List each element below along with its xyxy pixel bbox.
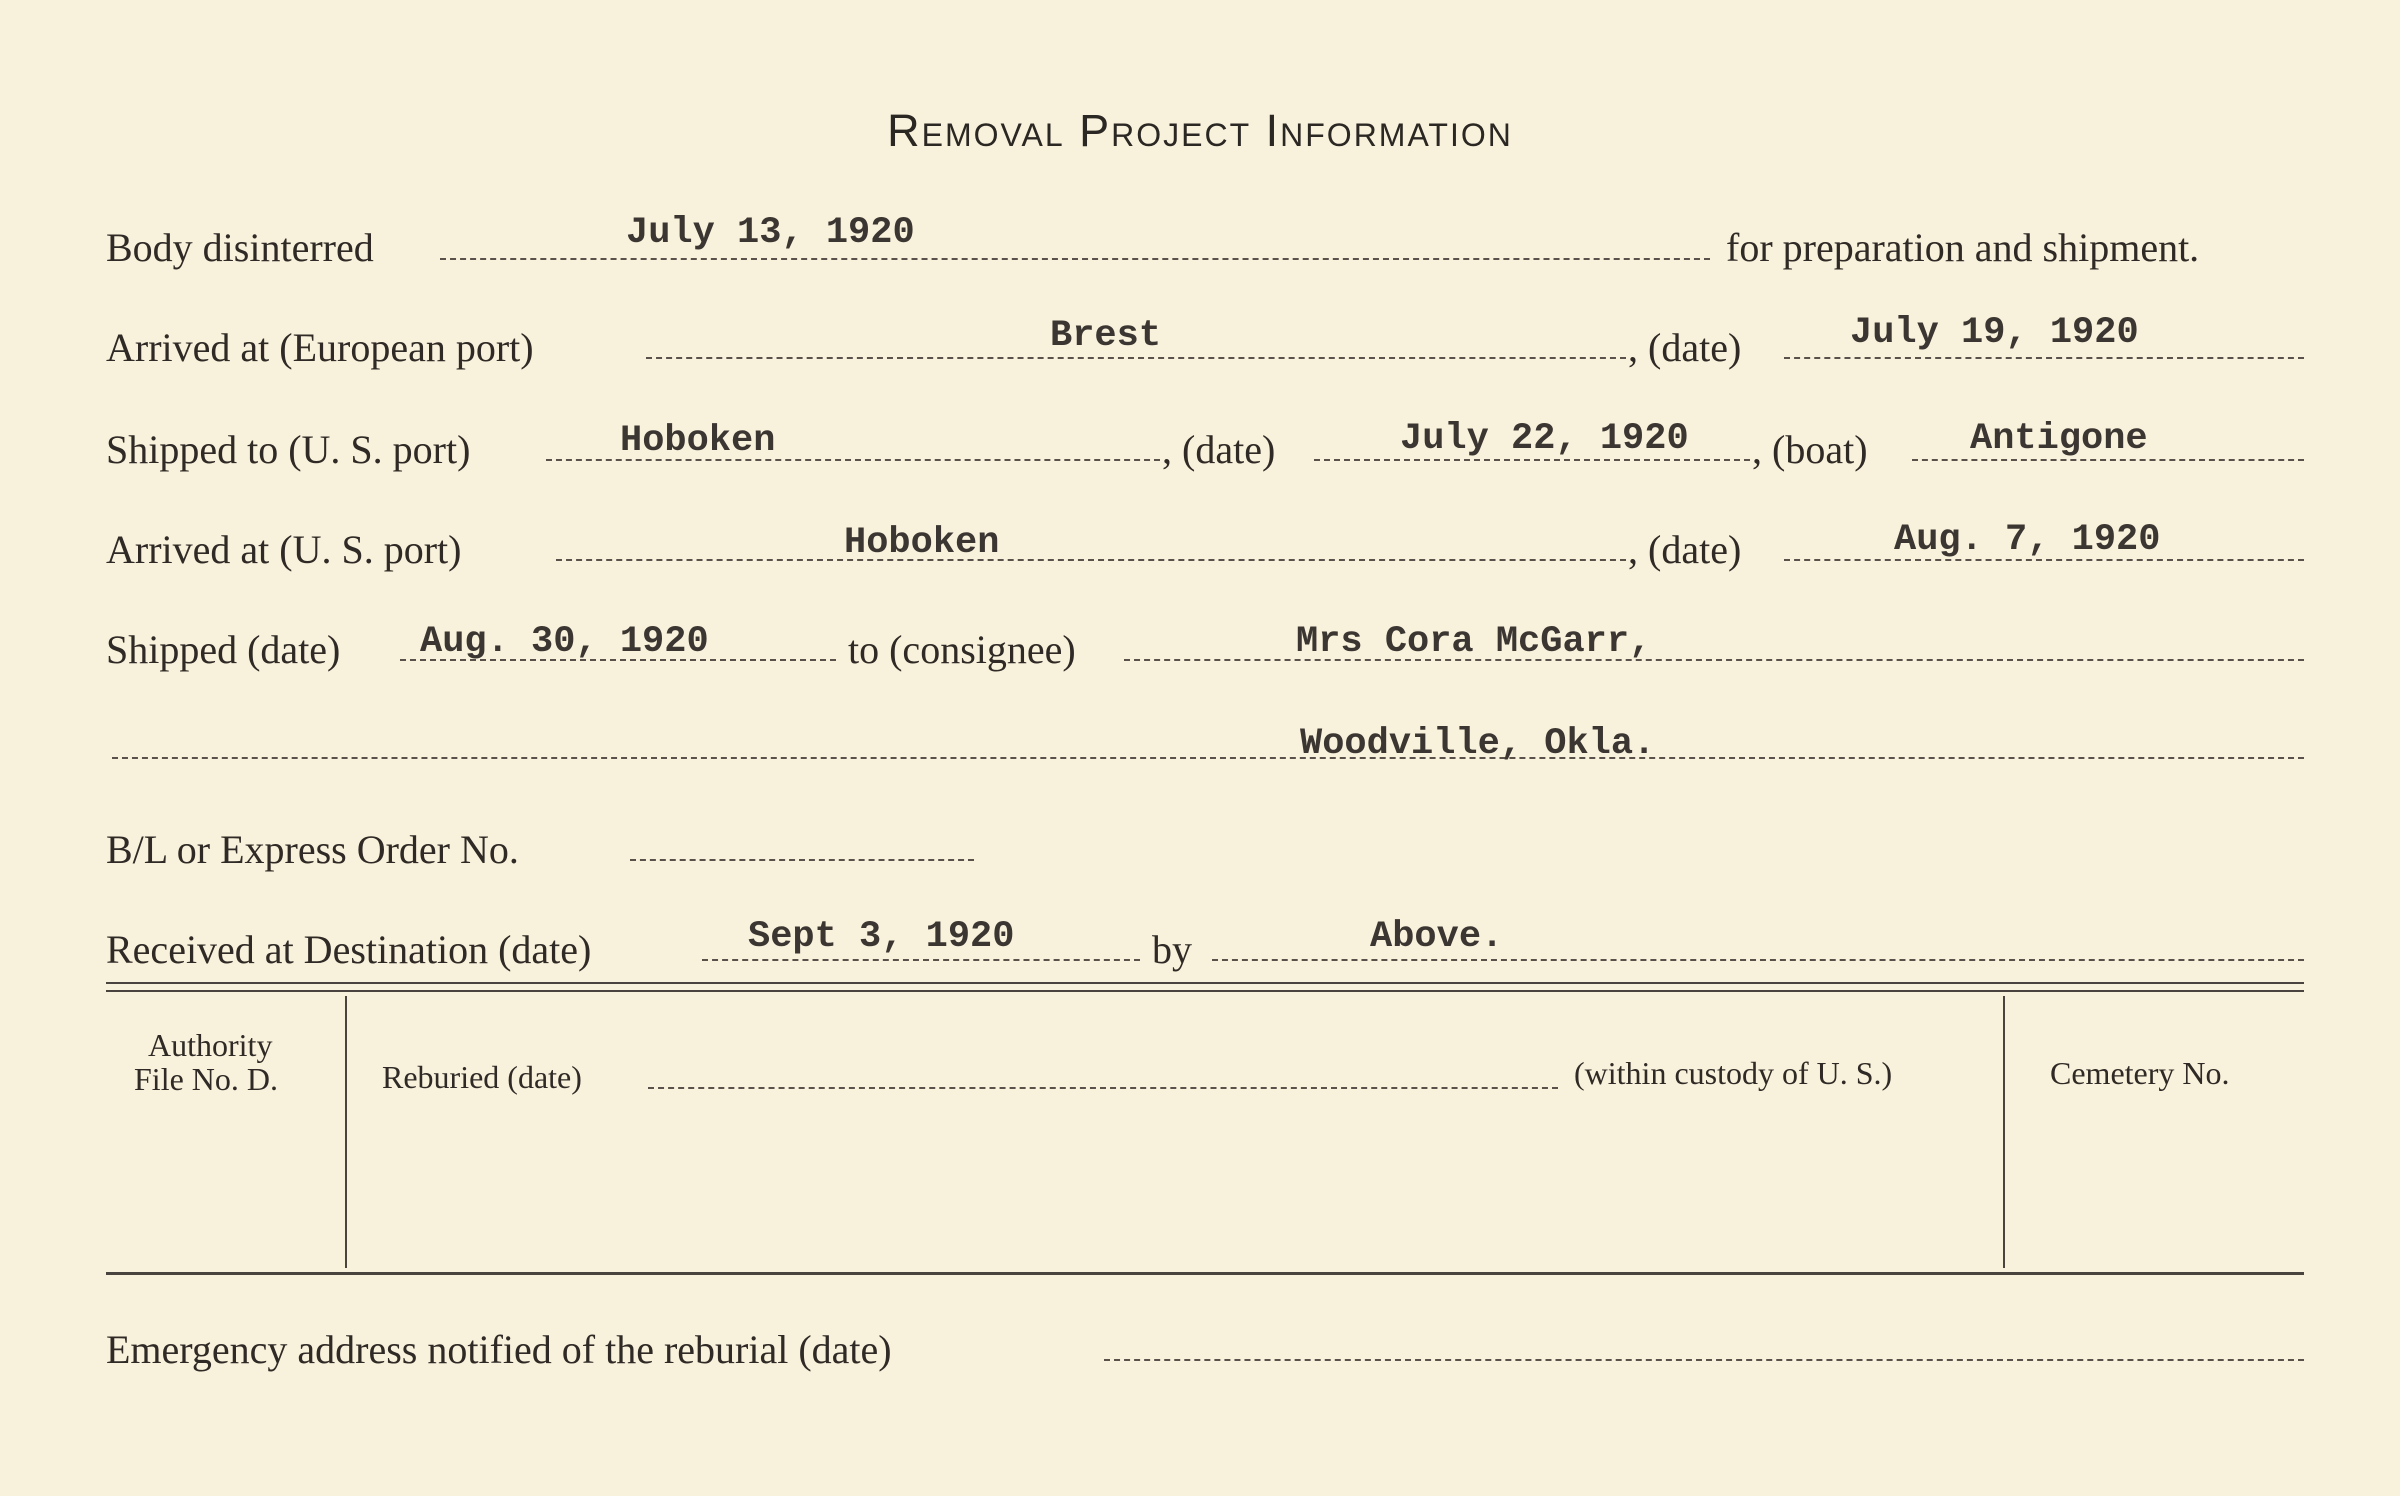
us-port-arrived-label: Arrived at (U. S. port) (106, 527, 462, 572)
custody-label: (within custody of U. S.) (1574, 1055, 1893, 1091)
received-destination-line (702, 959, 1140, 961)
box-divider-right (2003, 996, 2005, 1268)
consignee-label: to (consignee) (848, 627, 1076, 672)
us-port-arrived-date-value: Aug. 7, 1920 (1894, 519, 2161, 561)
consignee-address-value: Woodville, Okla. (1300, 723, 1656, 765)
shipped-date-label: Shipped (date) (106, 627, 341, 672)
box-divider-left (345, 996, 347, 1268)
preparation-shipment-label: for preparation and shipment. (1726, 225, 2200, 270)
express-order-line (630, 859, 974, 861)
european-port-date-value: July 19, 1920 (1850, 312, 2139, 354)
reburied-label: Reburied (date) (382, 1059, 582, 1095)
consignee-address-line (112, 757, 2304, 759)
us-port-arrived-value: Hoboken (844, 522, 1000, 564)
european-port-date-label: , (date) (1628, 325, 1742, 370)
body-disinterred-label: Body disinterred (106, 225, 374, 270)
us-port-shipped-value: Hoboken (620, 420, 776, 462)
received-destination-value: Sept 3, 1920 (748, 916, 1015, 958)
european-port-date-line (1784, 357, 2304, 359)
boat-label: , (boat) (1752, 427, 1868, 472)
us-port-shipped-label: Shipped to (U. S. port) (106, 427, 471, 472)
european-port-line (646, 357, 1626, 359)
authority-file-label: File No. D. (134, 1061, 278, 1097)
us-port-arrived-line (556, 559, 1626, 561)
emergency-address-label: Emergency address notified of the reburial (date) (106, 1327, 892, 1372)
received-destination-label: Received at Destination (date) (106, 927, 592, 972)
european-port-label: Arrived at (European port) (106, 325, 534, 370)
box-top-rule-2 (106, 990, 2304, 992)
emergency-address-line (1104, 1359, 2304, 1361)
body-disinterred-line (440, 258, 1710, 260)
european-port-value: Brest (1050, 315, 1162, 357)
box-bottom-rule (106, 1272, 2304, 1275)
received-by-value: Above. (1370, 916, 1504, 958)
consignee-value: Mrs Cora McGarr, (1296, 621, 1652, 663)
reburied-line (648, 1087, 1558, 1089)
us-port-arrived-date-label: , (date) (1628, 527, 1742, 572)
cemetery-label: Cemetery No. (2050, 1055, 2230, 1091)
express-order-label: B/L or Express Order No. (106, 827, 519, 872)
shipped-date-value: Aug. 30, 1920 (420, 621, 709, 663)
box-top-rule-1 (106, 982, 2304, 984)
received-by-label: by (1152, 927, 1192, 972)
us-port-shipped-date-value: July 22, 1920 (1400, 418, 1689, 460)
us-port-shipped-date-label: , (date) (1162, 427, 1276, 472)
authority-label: Authority (148, 1027, 273, 1063)
boat-value: Antigone (1970, 418, 2148, 460)
body-disinterred-value: July 13, 1920 (626, 212, 915, 254)
card-title: Removal Project Information (887, 105, 1513, 156)
received-by-line (1212, 959, 2304, 961)
